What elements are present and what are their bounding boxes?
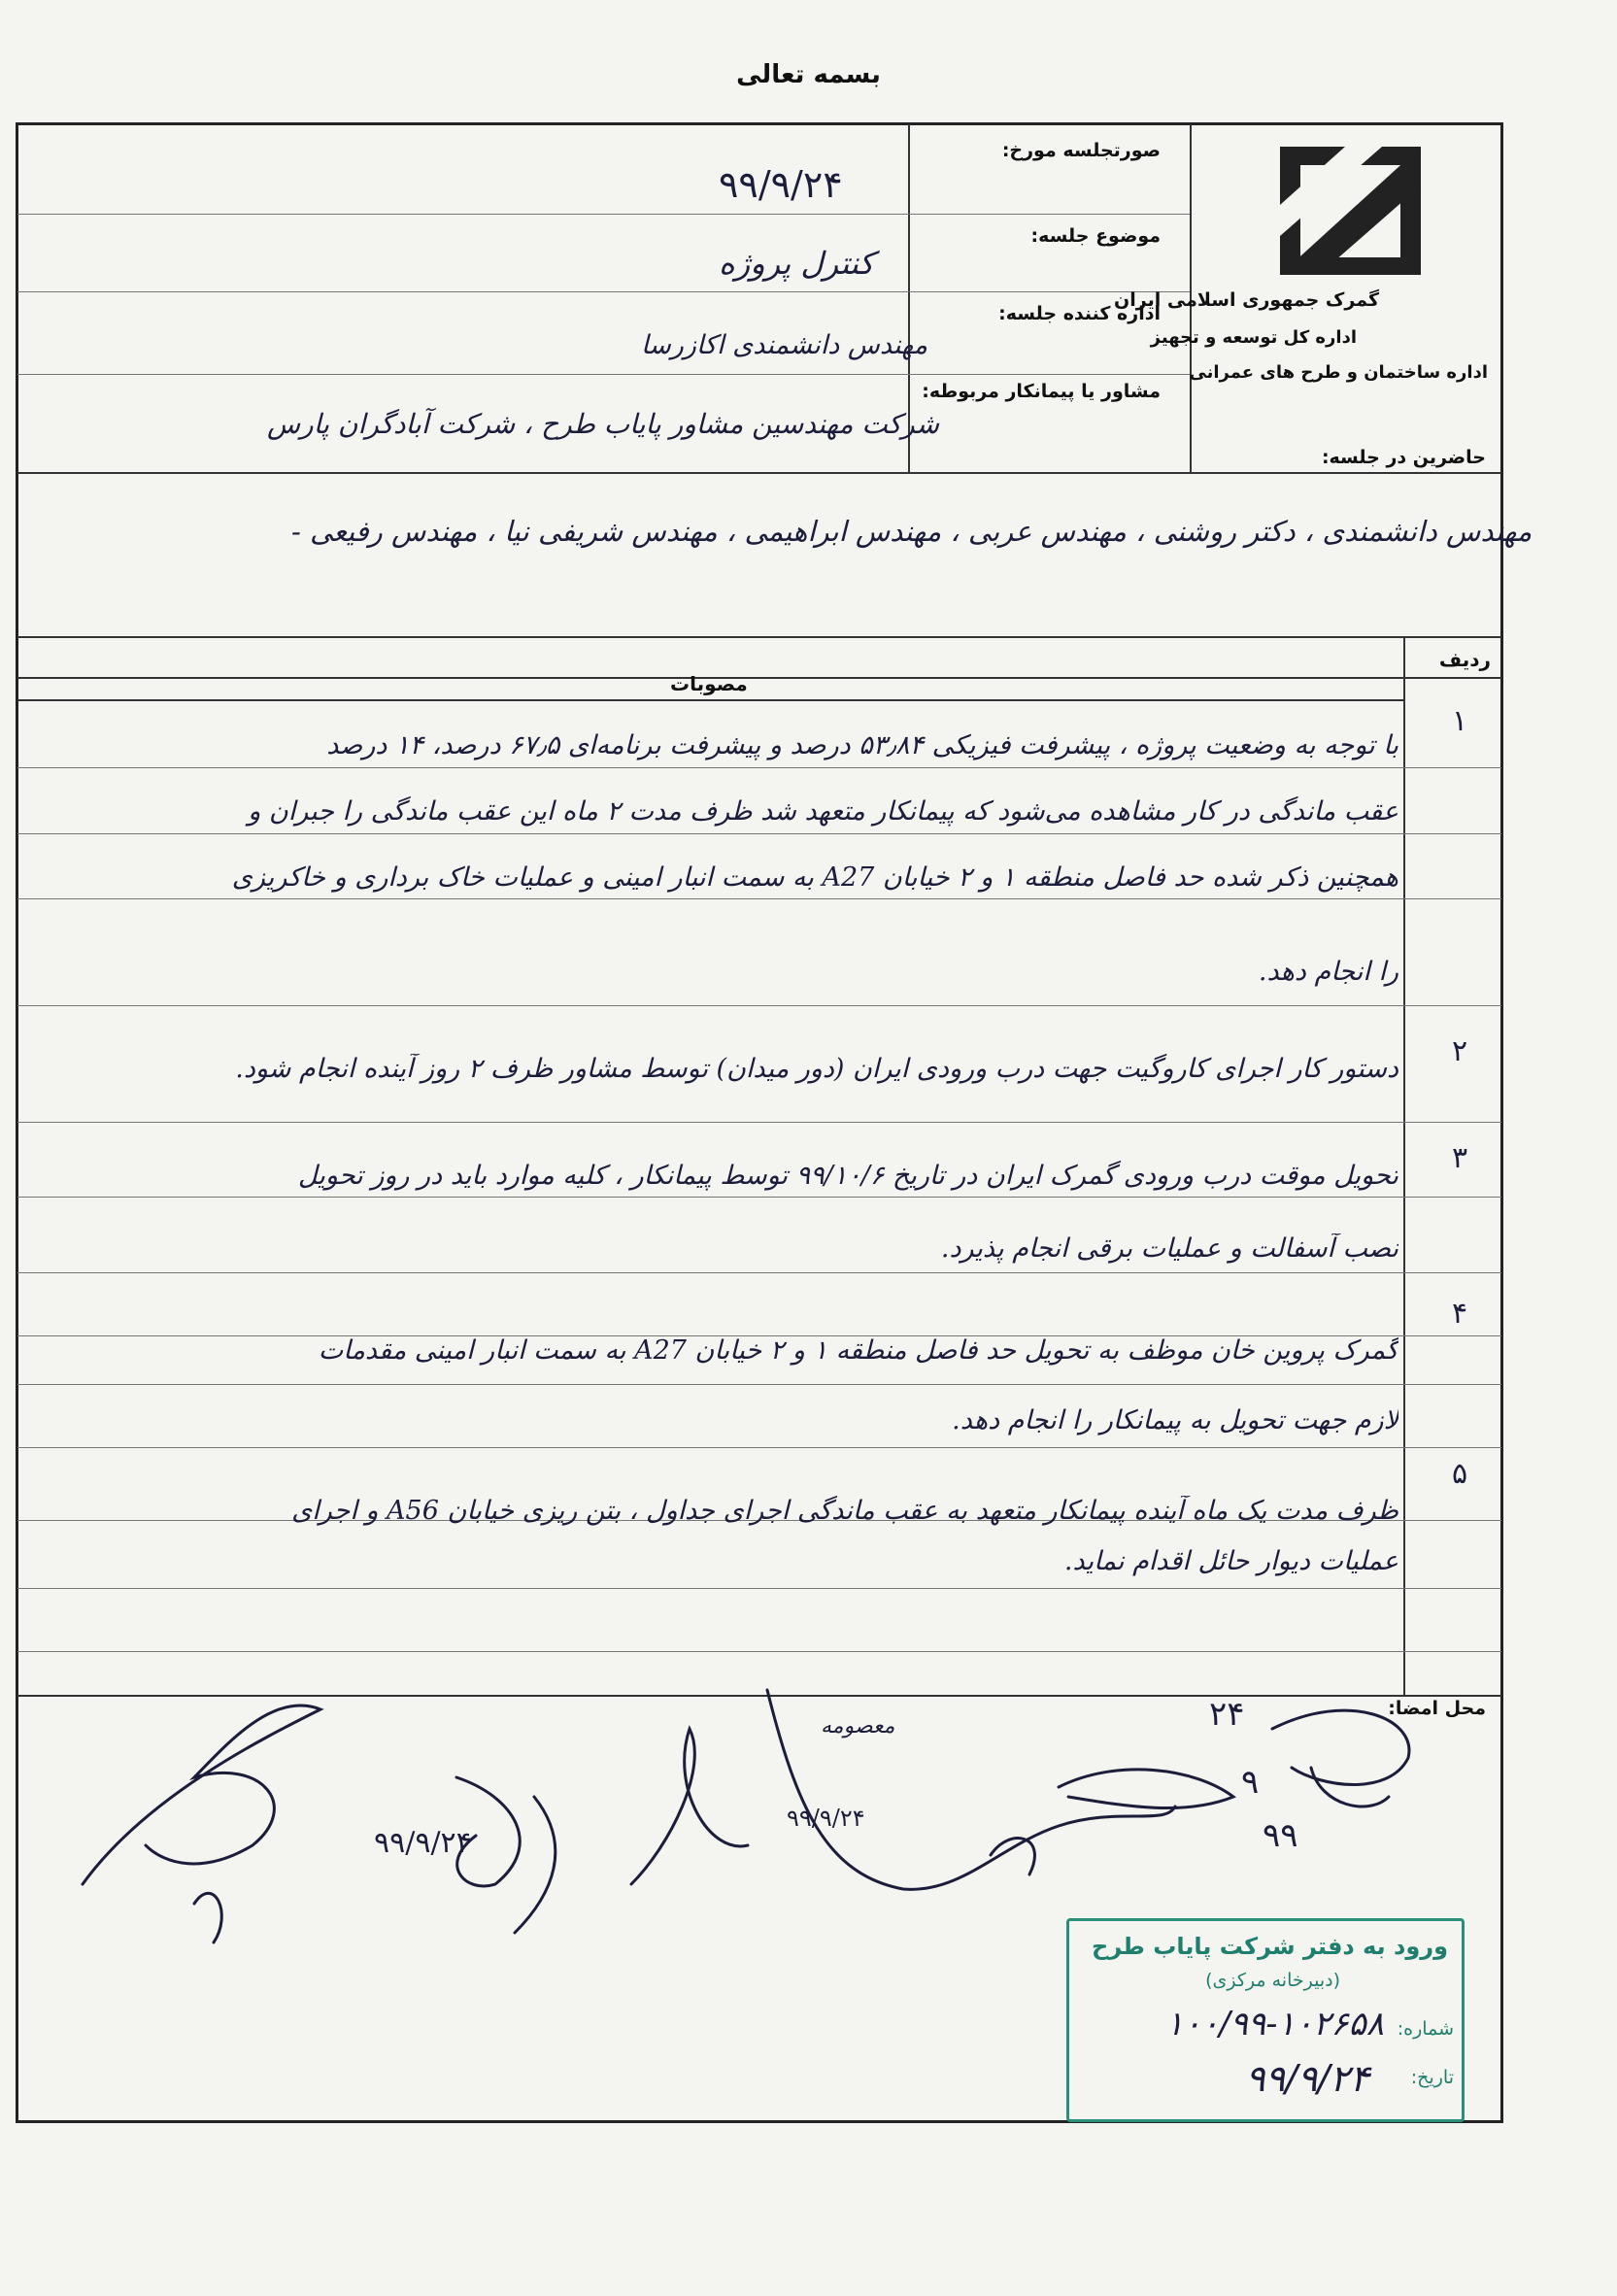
stamp-number-value: ۱۰۰/۹۹-۱۰۲۶۵۸	[1165, 2005, 1384, 2043]
item-number: ۱	[1451, 704, 1468, 738]
stamp-subtitle: (دبیرخانه مرکزی)	[1205, 1970, 1340, 1991]
ruled-line	[17, 1272, 1501, 1273]
stamp-title: ورود به دفتر شرکت پایاب طرح	[1092, 1933, 1448, 1960]
date-value: ۹۹/۹/۲۴	[719, 163, 843, 206]
consultant-label: مشاور یا پیمانکار مربوطه:	[922, 381, 1161, 402]
item-1-line-1: با توجه به وضعیت پروژه ، پیشرفت فیزیکی ۵۳٫۸۴ درصد و پیشرفت برنامه‌ای ۶۷٫۵ درصد، ۱۴ درصد	[326, 730, 1398, 760]
stamp-date-value: ۹۹/۹/۲۴	[1245, 2057, 1369, 2100]
item-number: ۳	[1451, 1141, 1468, 1175]
signature-date-day: ۲۴	[1209, 1695, 1245, 1734]
ruled-line	[17, 1005, 1501, 1006]
ruled-line	[17, 1588, 1501, 1589]
signature-date-month: ۹	[1241, 1763, 1260, 1802]
org-department: اداره کل توسعه و تجهیز	[1150, 327, 1357, 348]
item-1-line-3: همچنین ذکر شده حد فاصل منطقه ۱ و ۲ خیابان A27 به سمت انبار امینی و عملیات خاک برداری و خاکریزی	[231, 862, 1398, 893]
item-2-line-1: دستور کار اجرای کاروگیت جهت درب ورودی ایران (دور میدان) توسط مشاور ظرف ۲ روز آینده انجام شود.	[235, 1054, 1398, 1084]
column-header-row: ردیف	[1438, 648, 1491, 671]
item-number: ۴	[1451, 1297, 1468, 1331]
item-1-line-4: را انجام دهد.	[1258, 957, 1398, 987]
signature-name-note: معصومه	[821, 1714, 895, 1739]
ruled-line	[17, 833, 1501, 834]
header-bottom-line	[17, 472, 1501, 474]
table-subheader-line	[17, 699, 1403, 701]
date-label: صورتجلسه مورخ:	[1001, 140, 1161, 161]
ruled-line	[17, 1384, 1501, 1385]
ruled-line	[17, 767, 1501, 768]
item-number: ۲	[1451, 1034, 1468, 1068]
consultant-value: شرکت مهندسین مشاور پایاب طرح ، شرکت آبادگران پارس	[267, 408, 940, 440]
signature-area-label: محل امضا:	[1388, 1698, 1486, 1719]
item-number: ۵	[1451, 1457, 1468, 1491]
signature-date-note-2: ۹۹/۹/۲۴	[787, 1805, 865, 1832]
stamp-number-label: شماره:	[1397, 2018, 1454, 2040]
item-1-line-2: عقب ماندگی در کار مشاهده می‌شود که پیمانکار متعهد شد ظرف مدت ۲ ماه این عقب ماندگی را جبران و	[248, 796, 1398, 827]
header-row-line-1	[17, 214, 1190, 215]
chair-label: اداره کننده جلسه:	[998, 303, 1161, 324]
ruled-line	[17, 1122, 1501, 1123]
org-office: اداره ساختمان و طرح های عمرانی	[1189, 362, 1488, 383]
ruled-line	[17, 1447, 1501, 1448]
signature-area	[29, 1651, 1486, 1962]
subject-value: کنترل پروژه	[719, 245, 874, 282]
item-4-line-1: گمرک پروین خان موظف به تحویل حد فاصل منطقه ۱ و ۲ خیابان A27 به سمت انبار امینی مقدمات	[318, 1335, 1398, 1366]
table-header-line	[17, 677, 1501, 679]
attendees-label: حاضرین در جلسه:	[1321, 447, 1486, 468]
header-row-line-2	[17, 291, 1190, 292]
signature-date-note-1: ۹۹/۹/۲۴	[374, 1826, 472, 1860]
customs-logo-icon	[1199, 129, 1500, 430]
ruled-line	[17, 898, 1501, 899]
column-header-resolutions: مصوبات	[670, 672, 748, 695]
table-row-column-divider	[1403, 636, 1405, 1695]
chair-value: مهندس دانشمندی اکازرسا	[641, 330, 928, 360]
page-title: بسمه تعالی	[736, 60, 881, 89]
item-5-line-2: عملیات دیوار حائل اقدام نماید.	[1063, 1546, 1398, 1576]
attendees-bottom-line	[17, 636, 1501, 638]
ruled-line	[17, 1197, 1501, 1198]
signature-date-year: ۹۹	[1263, 1816, 1298, 1855]
item-5-line-1: ظرف مدت یک ماه آینده پیمانکار متعهد به عقب ماندگی اجرای جداول ، بتن ریزی خیابان A56 و اجرای	[291, 1496, 1398, 1526]
item-3-line-2: نصب آسفالت و عملیات برقی انجام پذیرد.	[940, 1233, 1398, 1264]
subject-label: موضوع جلسه:	[1030, 225, 1161, 247]
header-row-line-3	[17, 374, 1190, 375]
registration-stamp	[1066, 1918, 1465, 2122]
item-4-line-2: لازم جهت تحویل به پیمانکار را انجام دهد.	[952, 1405, 1398, 1435]
attendees-value: مهندس دانشمندی ، دکتر روشنی ، مهندس عربی ، مهندس ابراهیمی ، مهندس شریفی نیا ، مهندس رفیعی -	[291, 515, 1533, 548]
item-3-line-1: تحویل موقت درب ورودی گمرک ایران در تاریخ ۹۹/۱۰/۶ توسط پیمانکار ، کلیه موارد باید در روز تحویل	[297, 1161, 1398, 1191]
org-name: گمرک جمهوری اسلامی ایران	[1114, 289, 1379, 311]
stamp-date-label: تاریخ:	[1410, 2067, 1454, 2088]
